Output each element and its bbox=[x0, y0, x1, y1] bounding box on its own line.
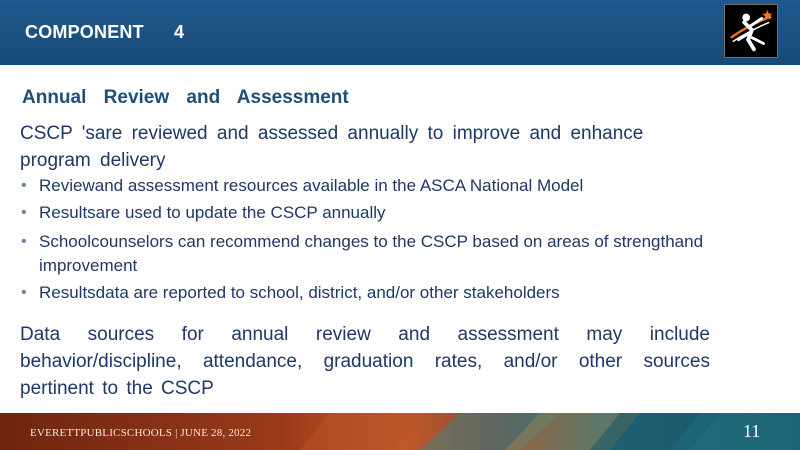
bullet-text: Resultsdata are reported to school, district, and/or other stakeholders bbox=[39, 283, 560, 302]
list-item bbox=[20, 230, 720, 278]
bullet-dot-icon: • bbox=[21, 177, 27, 194]
component-label: COMPONENT bbox=[25, 22, 144, 42]
intro-paragraph: CSCP 'sare reviewed and assessed annually to improve and enhance program delivery bbox=[20, 123, 644, 171]
bullet-list bbox=[20, 174, 720, 308]
list-item bbox=[20, 281, 720, 305]
bullet-text: Reviewand assessment resources available in the ASCA National Model bbox=[39, 176, 584, 195]
list-item bbox=[20, 201, 720, 225]
page-number: 11 bbox=[743, 421, 761, 441]
closing-paragraph: Data sources for annual review and assessment may include behavior/discipline, attendance, graduation rates, and/or other sources pertinent to the CSCP bbox=[20, 324, 710, 399]
bullet-dot-icon: • bbox=[21, 284, 27, 301]
section-subtitle: Annual Review and Assessment bbox=[22, 87, 349, 108]
component-number: 4 bbox=[174, 22, 185, 42]
slide-footer bbox=[0, 413, 800, 450]
bullet-dot-icon: • bbox=[21, 233, 27, 250]
bullet-text: Schoolcounselors can recommend changes to the CSCP based on areas of strengthand improvement bbox=[39, 232, 704, 275]
footer-text: EVERETTPUBLICSCHOOLS | JUNE 28, 2022 bbox=[30, 427, 252, 439]
bullet-dot-icon: • bbox=[21, 204, 27, 221]
list-item bbox=[20, 174, 720, 198]
bullet-text: Resultsare used to update the CSCP annually bbox=[39, 203, 386, 222]
runner-star-logo-icon bbox=[724, 4, 778, 58]
slide-header bbox=[0, 0, 800, 65]
